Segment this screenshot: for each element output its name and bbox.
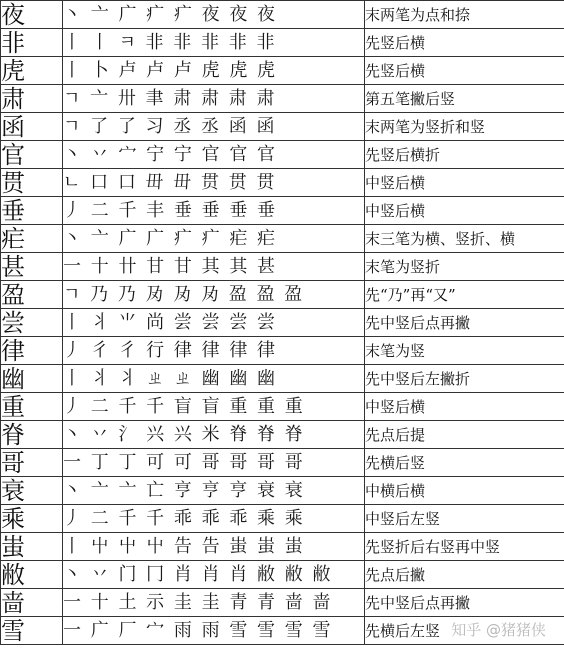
stroke-rule-cell: 先竖后横折 — [365, 141, 564, 169]
stroke-rule-cell: 先竖折后右竖再中竖 — [365, 533, 564, 561]
table-row — [1, 1, 564, 29]
stroke-sequence-cell: ㄱ 乃 乃 夃 夃 夃 盈 盈 盈 — [63, 281, 365, 309]
table-row — [1, 561, 564, 589]
stroke-sequence-cell: 一 丁 丁 可 可 哥 哥 哥 哥 — [63, 449, 365, 477]
character-cell: 敝 — [1, 561, 63, 589]
character-cell: 幽 — [1, 365, 63, 393]
table-row — [1, 477, 564, 505]
stroke-sequence-cell: 一 广 厂 宀 雨 雨 雪 雪 雪 雪 — [63, 617, 365, 645]
stroke-rule-cell: 末两笔为竖折和竖 — [365, 113, 564, 141]
character-cell: 肃 — [1, 85, 63, 113]
character-cell: 垂 — [1, 197, 63, 225]
character-cell: 甚 — [1, 253, 63, 281]
stroke-rule-cell: 末笔为竖折 — [365, 253, 564, 281]
character-cell: 尝 — [1, 309, 63, 337]
stroke-sequence-cell: ㄱ 了 了 习 丞 丞 函 函 — [63, 113, 365, 141]
stroke-sequence-cell: 丿 二 千 千 乖 乖 乖 乘 乘 — [63, 505, 365, 533]
stroke-rule-cell: 先横后竖 — [365, 449, 564, 477]
stroke-rule-cell: 第五笔撇后竖 — [365, 85, 564, 113]
stroke-rule-cell: 末笔为竖 — [365, 337, 564, 365]
character-cell: 疟 — [1, 225, 63, 253]
table-row — [1, 141, 564, 169]
stroke-rule-cell: 先中竖后点再撇 — [365, 309, 564, 337]
table-row — [1, 29, 564, 57]
stroke-sequence-cell: 丶 丷 宀 宁 宁 官 官 官 — [63, 141, 365, 169]
table-row — [1, 169, 564, 197]
stroke-sequence-cell: 丶 丷 门 冂 肖 肖 肖 敝 敝 敝 — [63, 561, 365, 589]
stroke-sequence-cell: 丨 丬 ⺌ 尚 尝 尝 尝 尝 — [63, 309, 365, 337]
stroke-rule-cell: 末两笔为点和捺 — [365, 1, 564, 29]
character-cell: 盈 — [1, 281, 63, 309]
table-row — [1, 533, 564, 561]
stroke-rule-cell: 先点后撇 — [365, 561, 564, 589]
stroke-rule-cell: 先点后提 — [365, 421, 564, 449]
stroke-rule-cell: 先中竖后左撇折 — [365, 365, 564, 393]
table-row — [1, 281, 564, 309]
table-row — [1, 505, 564, 533]
character-cell: 函 — [1, 113, 63, 141]
stroke-sequence-cell: 丿 彳 彳 行 律 律 律 律 — [63, 337, 365, 365]
stroke-sequence-cell: 丨 丨 ㅋ 非 非 非 非 非 — [63, 29, 365, 57]
stroke-rule-cell: 末三笔为横、竖折、横 — [365, 225, 564, 253]
stroke-sequence-cell: 丶 亠 广 广 疒 疒 疟 疟 — [63, 225, 365, 253]
character-cell: 哥 — [1, 449, 63, 477]
stroke-rule-cell: 先竖后横 — [365, 57, 564, 85]
stroke-rule-cell: 先竖后横 — [365, 29, 564, 57]
character-cell: 贯 — [1, 169, 63, 197]
character-cell: 夜 — [1, 1, 63, 29]
stroke-sequence-cell: ㄴ 口 口 毌 毌 贯 贯 贯 — [63, 169, 365, 197]
stroke-sequence-cell: 丶 亠 广 疒 疒 夜 夜 夜 — [63, 1, 365, 29]
character-cell: 虎 — [1, 57, 63, 85]
stroke-sequence-cell: 丨 屮 屮 屮 告 告 蚩 蚩 蚩 — [63, 533, 365, 561]
table-row — [1, 253, 564, 281]
stroke-rule-cell: 中竖后左竖 — [365, 505, 564, 533]
character-cell: 官 — [1, 141, 63, 169]
table-row — [1, 337, 564, 365]
stroke-sequence-cell: 丶 亠 亠 亡 亨 亨 亨 衰 衰 — [63, 477, 365, 505]
table-row — [1, 225, 564, 253]
table-row — [1, 197, 564, 225]
character-cell: 啬 — [1, 589, 63, 617]
table-row — [1, 57, 564, 85]
stroke-rule-cell: 中竖后横 — [365, 169, 564, 197]
character-cell: 衰 — [1, 477, 63, 505]
table-row — [1, 589, 564, 617]
stroke-rule-cell: 先横后左竖 — [365, 617, 564, 645]
table-row — [1, 113, 564, 141]
stroke-sequence-cell: ㄱ 亠 卅 聿 肃 肃 肃 肃 — [63, 85, 365, 113]
character-cell: 重 — [1, 393, 63, 421]
table-row — [1, 365, 564, 393]
stroke-sequence-cell: 丶 丷 氵 兴 兴 米 脊 脊 脊 — [63, 421, 365, 449]
table-row — [1, 393, 564, 421]
table-body — [1, 1, 564, 645]
stroke-sequence-cell: 一 十 土 示 圭 圭 青 青 啬 啬 — [63, 589, 365, 617]
stroke-sequence-cell: 丨 丬 丬 ㄓ ㄓ 幽 幽 幽 — [63, 365, 365, 393]
character-cell: 脊 — [1, 421, 63, 449]
stroke-rule-cell: 中竖后横 — [365, 393, 564, 421]
stroke-sequence-cell: 一 十 卄 甘 甘 其 其 甚 — [63, 253, 365, 281]
character-cell: 蚩 — [1, 533, 63, 561]
stroke-sequence-cell: 丿 二 千 千 盲 盲 重 重 重 — [63, 393, 365, 421]
stroke-rule-cell: 中横后横 — [365, 477, 564, 505]
character-cell: 雪 — [1, 617, 63, 645]
stroke-sequence-cell: 丿 二 千 丰 垂 垂 垂 垂 — [63, 197, 365, 225]
table-row — [1, 421, 564, 449]
character-cell: 律 — [1, 337, 63, 365]
stroke-rule-cell: 中竖后横 — [365, 197, 564, 225]
watermark: 知乎 @猪猪侠 — [451, 621, 546, 639]
character-cell: 非 — [1, 29, 63, 57]
table-row — [1, 449, 564, 477]
table-row — [1, 85, 564, 113]
stroke-rule-cell: 先“乃”再“又” — [365, 281, 564, 309]
stroke-sequence-cell: 丨 卜 卢 卢 卢 虎 虎 虎 — [63, 57, 365, 85]
table-row — [1, 309, 564, 337]
stroke-rule-cell: 先中竖后点再撇 — [365, 589, 564, 617]
character-cell: 乘 — [1, 505, 63, 533]
